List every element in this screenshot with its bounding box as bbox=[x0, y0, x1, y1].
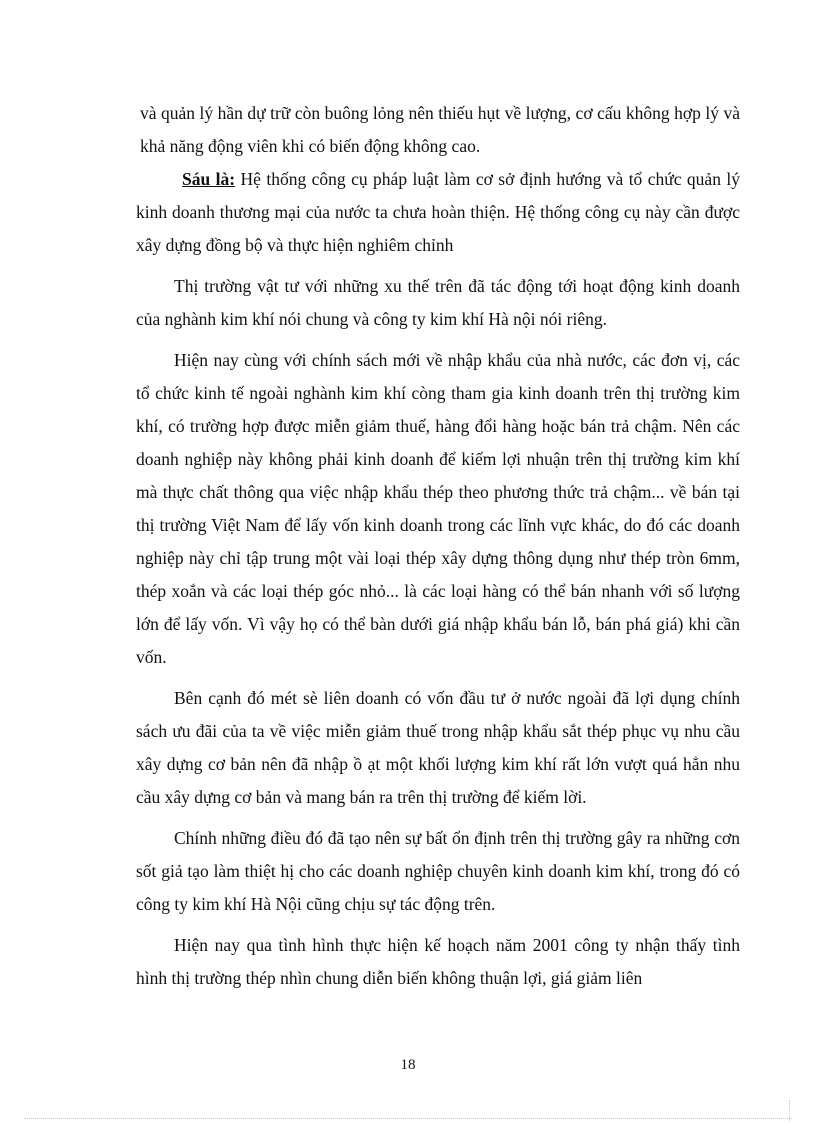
paragraph-6-text: Chính những điều đó đã tạo nên sự bất ổn định trên thị trường gây ra những cơn sốt giả tạo làm thiệt hị cho các doanh nghiệp chuyên kinh doanh kim khí, trong đó có công ty kim khí Hà Nội cũng chịu sự tác động trên. bbox=[136, 828, 740, 914]
page-bottom-border bbox=[24, 1118, 792, 1119]
paragraph-2 bbox=[136, 163, 740, 262]
paragraph-7 bbox=[136, 929, 740, 995]
paragraph-1 bbox=[136, 97, 740, 163]
paragraph-6 bbox=[136, 822, 740, 921]
paragraph-5 bbox=[136, 682, 740, 814]
paragraph-5-text: Bên cạnh đó mét sè liên doanh có vốn đầu tư ở nước ngoài đã lợi dụng chính sách ưu đãi của ta về việc miễn giảm thuế trong nhập khẩu sắt thép phục vụ nhu cầu xây dựng cơ bản nên đã nhập ồ ạt một khối lượng kim khí rất lớn vượt quá hẳn nhu cầu xây dựng cơ bản và mang bán ra trên thị trường để kiếm lời. bbox=[136, 688, 740, 807]
paragraph-3 bbox=[136, 270, 740, 336]
page-number: 18 bbox=[400, 1057, 416, 1073]
page-side-border bbox=[789, 1100, 790, 1122]
paragraph-7-text: Hiện nay qua tình hình thực hiện kế hoạch năm 2001 công ty nhận thấy tình hình thị trường thép nhìn chung diễn biến không thuận lợi, giá giảm liên bbox=[136, 935, 740, 988]
body-text bbox=[136, 97, 740, 995]
paragraph-4 bbox=[136, 344, 740, 674]
paragraph-2-text: Hệ thống công cụ pháp luật làm cơ sở định hướng và tổ chức quản lý kinh doanh thương mại của nước ta chưa hoàn thiện. Hệ thống công cụ này cần được xây dựng đồng bộ và thực hiện nghiêm chỉnh bbox=[136, 169, 740, 255]
paragraph-3-text: Thị trường vật tư với những xu thế trên đã tác động tới hoạt động kinh doanh của nghành kim khí nói chung và công ty kim khí Hà nội nói riêng. bbox=[136, 276, 740, 329]
paragraph-2-lead: Sáu là: bbox=[182, 169, 236, 189]
paragraph-4-text: Hiện nay cùng với chính sách mới về nhập khẩu của nhà nước, các đơn vị, các tổ chức kinh tế ngoài nghành kim khí còng tham gia kinh doanh trên thị trường kim khí, có trường hợp được miễn giảm thuế, hàng đổi hàng hoặc bán trả chậm. Nên các doanh nghiệp này không phải kinh doanh để kiếm lợi nhuận trên thị trường kim khí mà thực chất thông qua việc nhập khẩu thép theo phương thức trả chậm... về bán tại thị trường Việt Nam để lấy vốn kinh doanh trong các lĩnh vực khác, do đó các doanh nghiệp này chỉ tập trung một vài loại thép xây dựng thông dụng như thép tròn 6mm, thép xoắn và các loại thép góc nhỏ... là các loại hàng có thể bán nhanh với số lượng lớn để lấy vốn. Vì vậy họ có thể bàn dưới giá nhập khẩu bán lỗ, bán phá giá) khi cần vốn. bbox=[136, 350, 740, 667]
paragraph-1-text: và quản lý hần dự trữ còn buông lỏng nên thiếu hụt về lượng, cơ cấu không hợp lý và khả năng động viên khi có biến động không cao. bbox=[140, 103, 740, 156]
